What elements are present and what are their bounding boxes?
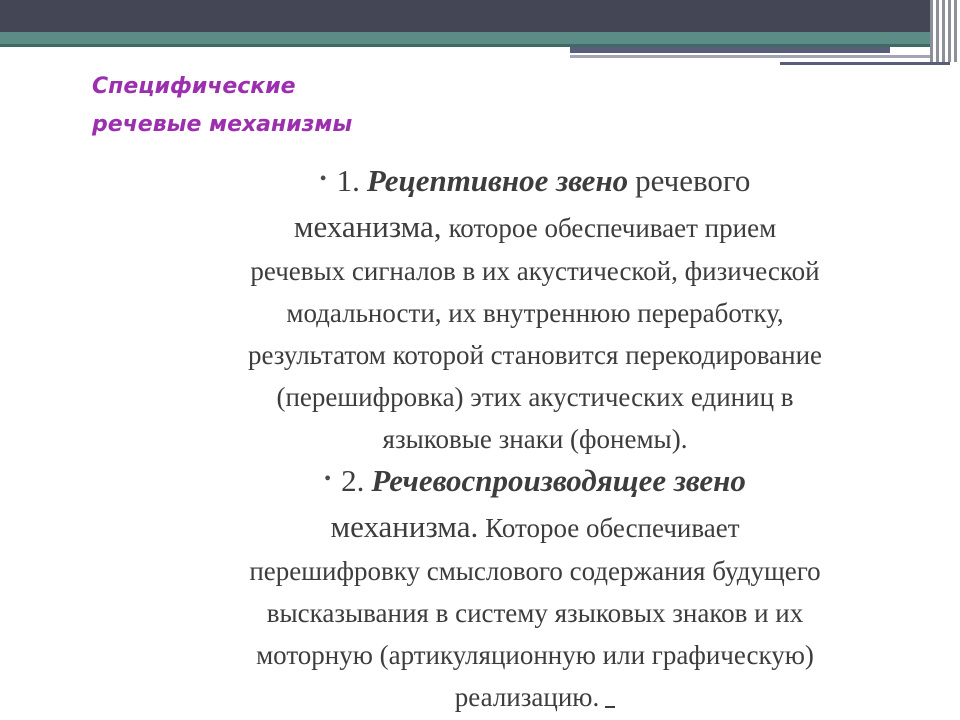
item-1-line2-lead: механизма,	[293, 209, 442, 244]
bullet-item-1	[140, 160, 930, 460]
accent-line	[570, 47, 890, 53]
accent-line	[780, 62, 950, 65]
slide-title	[92, 68, 512, 144]
item-2-text-line: моторную (артикуляционную или графическую)	[256, 640, 814, 670]
item-2-text-line: высказывания в систему языковых знаков и их	[266, 598, 804, 628]
item-1-term: Рецептивное звено	[366, 163, 629, 198]
item-2-last-line	[140, 676, 930, 718]
item-2-term: Речевоспроизводящее звено	[371, 463, 746, 498]
item-2-number: 2.	[341, 463, 365, 498]
item-1-text-line: результатом которой становится перекодирование	[247, 340, 823, 370]
title-line-2: речевые механизмы	[92, 112, 353, 137]
text-cursor-mark	[605, 706, 615, 708]
item-2-line-1	[140, 460, 930, 506]
teal-decor-band	[0, 32, 930, 44]
item-2-text-line: перешифровку смыслового содержания будущего	[249, 556, 821, 586]
item-2-line-2	[140, 506, 930, 550]
item-1-text-line: (перешифровка) этих акустических единиц в	[276, 382, 794, 412]
item-1-line-2	[140, 206, 930, 250]
item-1-term-tail: речевого	[635, 163, 751, 198]
slide-content	[140, 160, 930, 718]
item-1-text-line: речевых сигналов в их акустической, физической	[250, 256, 820, 286]
item-1-text-line: языковые знаки (фонемы).	[382, 424, 688, 454]
item-2-line2-rest: Которое обеспечивает	[485, 513, 740, 543]
title-line-1: Специфические	[92, 74, 296, 99]
item-2-text-line: реализацию.	[454, 682, 600, 712]
item-1-number: 1.	[336, 163, 360, 198]
bullet-icon: •	[319, 168, 327, 190]
bullet-item-2	[140, 460, 930, 718]
top-decor-bar	[0, 0, 960, 32]
item-2-line2-lead: механизма.	[330, 509, 479, 544]
bullet-icon: •	[324, 468, 332, 490]
corner-stripes-decor	[930, 0, 960, 62]
accent-line	[570, 55, 930, 58]
item-1-text-line: модальности, их внутреннюю переработку,	[286, 298, 784, 328]
item-1-line-1	[140, 160, 930, 206]
item-1-line2-rest: которое обеспечивает прием	[448, 213, 777, 243]
